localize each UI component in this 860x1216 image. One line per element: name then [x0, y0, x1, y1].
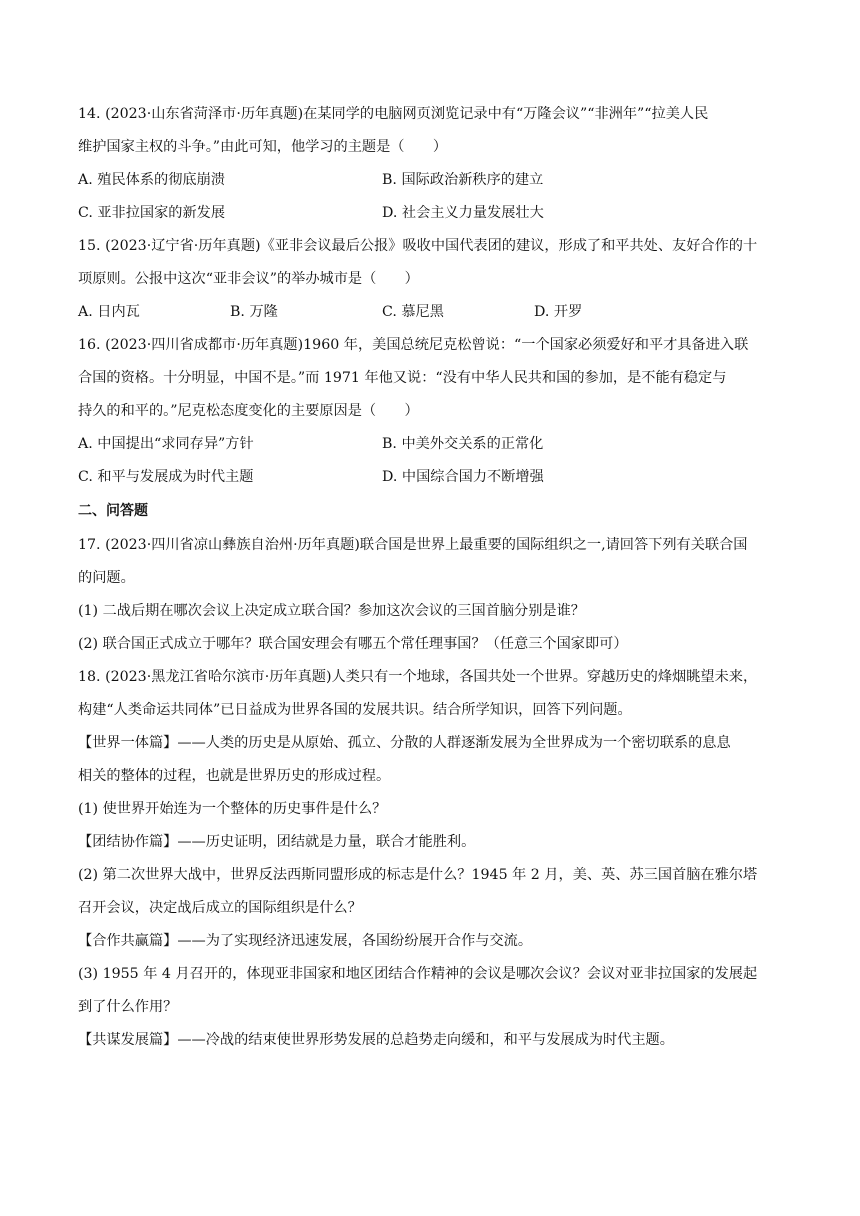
question-18-passage1b: 相关的整体的过程，也就是世界历史的形成过程。: [78, 768, 391, 784]
question-18-passage4: 【共谋发展篇】——冷战的结束使世界形势发展的总趋势走向缓和，和平与发展成为时代主题。: [78, 1032, 674, 1048]
question-18-passage2: 【团结协作篇】——历史证明，团结就是力量，联合才能胜利。: [78, 834, 476, 850]
option-b: B. 中美外交关系的正常化: [382, 436, 544, 452]
question-15-options: [78, 302, 786, 322]
question-18-sub1-row: [78, 799, 786, 819]
question-14-stem-line2: 维护国家主权的斗争。”由此可知，他学习的主题是（ ）: [78, 139, 448, 155]
question-18-passage3: 【合作共赢篇】——为了实现经济迅速发展，各国纷纷展开合作与交流。: [78, 933, 533, 949]
question-18-sub3a: (3) 1955 年 4 月召开的，体现亚非国家和地区团结合作精神的会议是哪次会议？会议对亚非拉国家的发展起: [78, 966, 758, 982]
question-17: [78, 535, 786, 555]
question-18-sub3b-row: [78, 997, 786, 1017]
option-c: C. 和平与发展成为时代主题: [78, 469, 254, 485]
question-18-sub3a-row: [78, 964, 786, 984]
question-14: [78, 104, 786, 124]
question-16-stem-line2-row: [78, 368, 786, 388]
option-b: B. 万隆: [230, 304, 278, 320]
question-16-stem-line3: 持久的和平的。”尼克松态度变化的主要原因是（ ）: [78, 403, 419, 419]
question-16-options-row2: [78, 467, 786, 487]
question-18-stem-line1: 18. (2023·黑龙江省哈尔滨市·历年真题)人类只有一个地球，各国共处一个世界。穿越历史的烽烟眺望未来，: [78, 669, 758, 685]
question-18-passage1a-row: [78, 733, 786, 753]
question-17-sub2-row: [78, 634, 786, 654]
question-18-passage1a: 【世界一体篇】——人类的历史是从原始、孤立、分散的人群逐渐发展为全世界成为一个密切联系的息息: [78, 735, 731, 751]
question-15-stem-line2: 项原则。公报中这次“亚非会议”的举办城市是（ ）: [78, 271, 419, 287]
question-14-stem-line2-row: [78, 137, 786, 157]
question-18-sub3b: 到了什么作用？: [78, 999, 178, 1015]
question-14-options-row1: [78, 170, 786, 190]
question-18-sub2b: 召开会议，决定战后成立的国际组织是什么？: [78, 900, 362, 916]
question-18-sub2b-row: [78, 898, 786, 918]
question-17-sub1: (1) 二战后期在哪次会议上决定成立联合国？参加这次会议的三国首脑分别是谁？: [78, 603, 585, 619]
option-a: A. 殖民体系的彻底崩溃: [78, 172, 225, 188]
question-18: [78, 667, 786, 687]
option-c: C. 慕尼黑: [382, 304, 444, 320]
question-17-sub1-row: [78, 601, 786, 621]
question-17-stem-line2: 的问题。: [78, 570, 135, 586]
question-17-stem-line1: 17. (2023·四川省凉山彝族自治州·历年真题)联合国是世界上最重要的国际组织之一,请回答下列有关联合国: [78, 537, 748, 553]
question-16-stem-line3-row: [78, 401, 786, 421]
option-b: B. 国际政治新秩序的建立: [382, 172, 544, 188]
question-18-passage3-row: [78, 931, 786, 951]
question-14-stem-line1: 14. (2023·山东省菏泽市·历年真题)在某同学的电脑网页浏览记录中有“万隆会议”“非洲年”“拉美人民: [78, 106, 709, 122]
question-16-stem-line2: 合国的资格。十分明显，中国不是。”而 1971 年他又说：“没有中华人民共和国的参加，是不能有稳定与: [78, 370, 727, 386]
question-15-stem-line1: 15. (2023·辽宁省·历年真题)《亚非会议最后公报》吸收中国代表团的建议，形成了和平共处、友好合作的十: [78, 238, 758, 254]
question-15-stem-line2-row: [78, 269, 786, 289]
question-18-sub2a: (2) 第二次世界大战中，世界反法西斯同盟形成的标志是什么？1945 年 2 月，美、英、苏三国首脑在雅尔塔: [78, 867, 758, 883]
question-18-passage2-row: [78, 832, 786, 852]
question-18-stem-line2: 构建“人类命运共同体”已日益成为世界各国的发展共识。结合所学知识，回答下列问题。: [78, 702, 632, 718]
question-17-stem-line2-row: [78, 568, 786, 588]
question-18-stem-line2-row: [78, 700, 786, 720]
question-18-sub2a-row: [78, 865, 786, 885]
question-18-passage4-row: [78, 1030, 786, 1050]
option-d: D. 中国综合国力不断增强: [382, 469, 544, 485]
question-14-options-row2: [78, 203, 786, 223]
option-d: D. 开罗: [534, 304, 583, 320]
section-heading-row: [78, 501, 786, 521]
section-heading: 二、问答题: [78, 503, 148, 519]
option-c: C. 亚非拉国家的新发展: [78, 205, 226, 221]
option-a: A. 日内瓦: [78, 304, 140, 320]
document-page: [78, 104, 786, 1063]
question-18-sub1: (1) 使世界开始连为一个整体的历史事件是什么？: [78, 801, 387, 817]
question-16-stem-line1: 16. (2023·四川省成都市·历年真题)1960 年，美国总统尼克松曾说：“一个国家必须爱好和平才具备进入联: [78, 337, 749, 353]
question-16-options-row1: [78, 434, 786, 454]
question-16: [78, 335, 786, 355]
question-17-sub2: (2) 联合国正式成立于哪年？联合国安理会有哪五个常任理事国？（任意三个国家即可）: [78, 636, 628, 652]
option-a: A. 中国提出“求同存异”方针: [78, 436, 254, 452]
question-18-passage1b-row: [78, 766, 786, 786]
question-15: [78, 236, 786, 256]
option-d: D. 社会主义力量发展壮大: [382, 205, 544, 221]
